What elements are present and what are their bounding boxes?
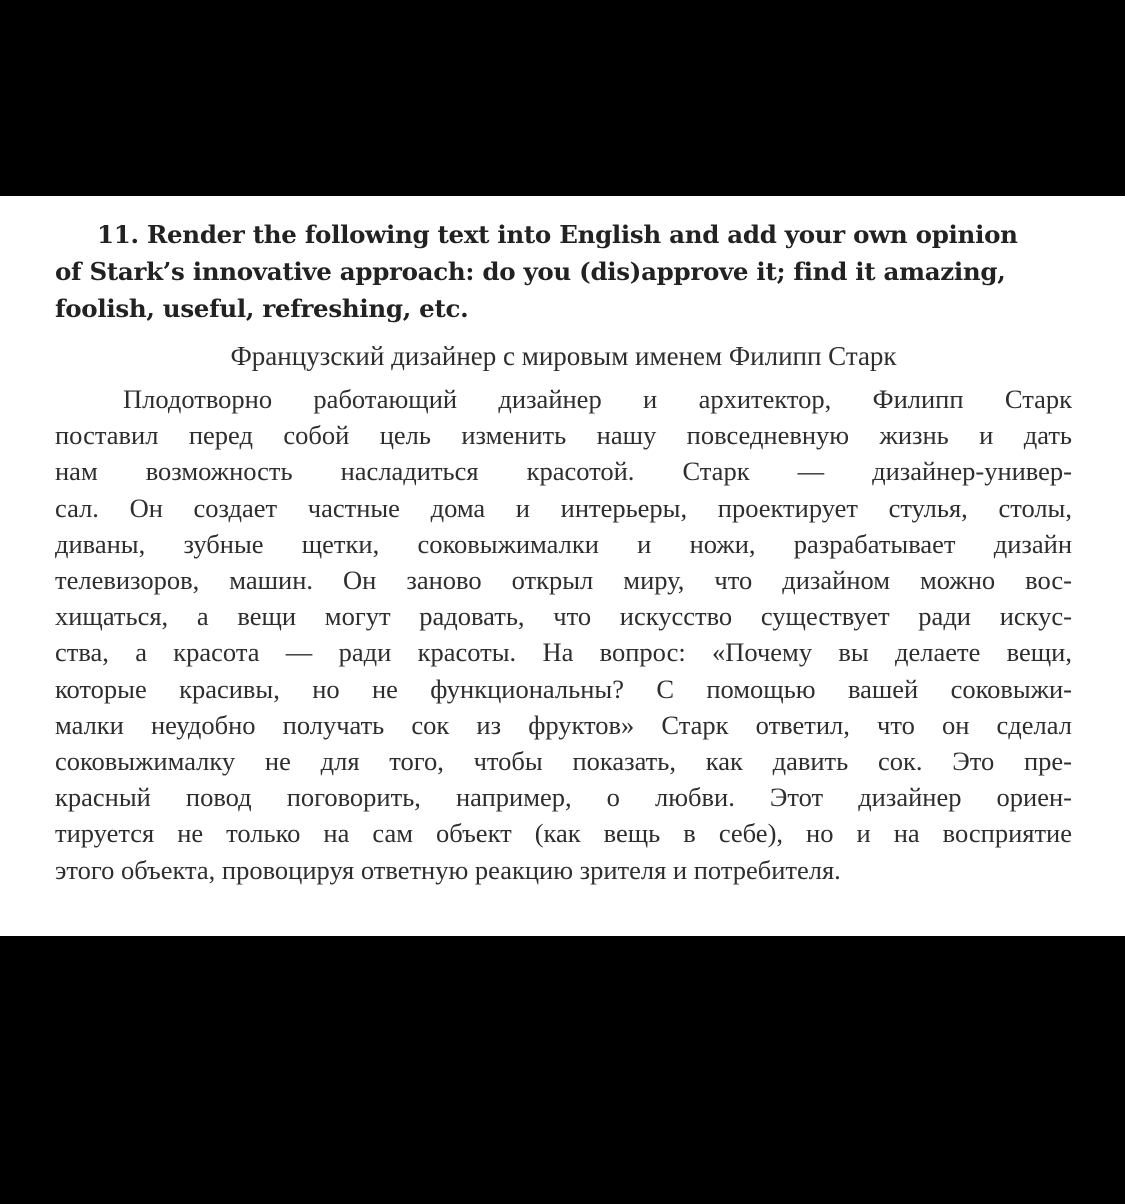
body-line: Плодотворно работающий дизайнер и архитектор, Филипп Старк [123,384,1072,414]
instruction-line: of Stark’s innovative approach: do you (dis)approve it; find it amazing, [55,257,1006,286]
body-line: малки неудобно получать сок из фруктов» Старк ответил, что он сделал [55,709,1072,740]
instruction-line: 11. Render the following text into English and add your own opinion [97,220,1018,249]
article-body [55,381,1072,888]
body-line: которые красивы, но не функциональны? С помощью вашей соковыжи- [55,673,1072,704]
body-line: красный повод поговорить, например, о любви. Этот дизайнер ориен- [55,782,1072,813]
body-line: соковыжималку не для того, чтобы показать, как давить сок. Это пре- [55,746,1072,777]
document-page [0,196,1125,936]
body-line: нам возможность насладиться красотой. Старк — дизайнер-универ- [55,456,1072,487]
body-line: сал. Он создает частные дома и интерьеры, проектирует стулья, столы, [55,492,1072,523]
instruction-line: foolish, useful, refreshing, etc. [55,294,469,323]
body-line: диваны, зубные щетки, соковыжималки и ножи, разрабатывает дизайн [55,528,1072,559]
body-line: хищаться, а вещи могут радовать, что искусство существует ради искус- [55,601,1072,632]
exercise-instruction [55,216,1072,327]
article-title: Французский дизайнер с мировым именем Филипп Старк [230,341,897,371]
body-line: поставил перед собой цель изменить нашу повседневную жизнь и дать [55,420,1072,451]
body-line: тируется не только на сам объект (как вещь в себе), но и на восприятие [55,818,1072,849]
body-line: ства, а красота — ради красоты. На вопрос: «Почему вы делаете вещи, [55,637,1072,668]
page-content [55,216,1072,888]
body-line: этого объекта, провоцируя ответную реакцию зрителя и потребителя. [55,854,841,885]
body-line: телевизоров, машин. Он заново открыл миру, что дизайном можно вос- [55,565,1072,596]
